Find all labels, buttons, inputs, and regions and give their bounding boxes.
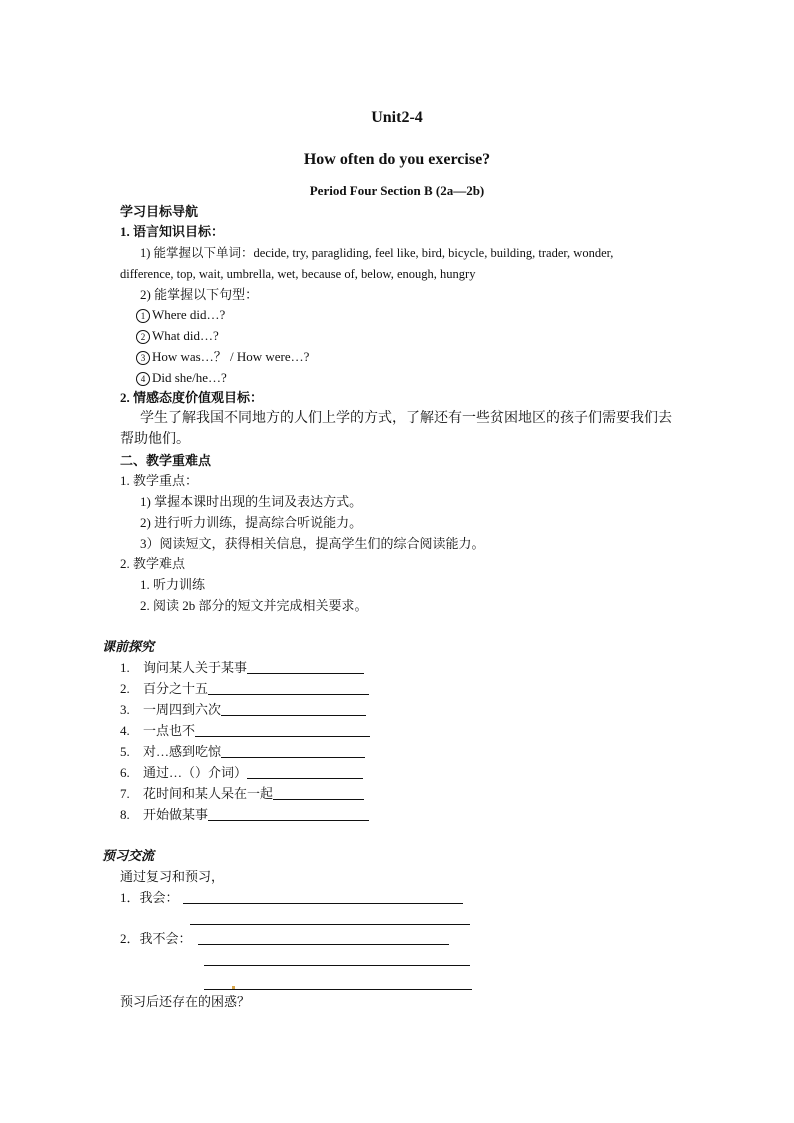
cannot-label: 2．我不会： (120, 931, 192, 946)
preclass-item: 4. 一点也不 (120, 723, 370, 739)
answer-blank[interactable] (221, 703, 366, 716)
answer-blank[interactable] (221, 745, 365, 758)
lesson-title: How often do you exercise? (303, 151, 491, 168)
answer-blank[interactable] (208, 682, 369, 695)
answer-blank[interactable] (273, 787, 364, 800)
words-line-2: difference, top, wait, umbrella, wet, because of, below, enough, hungry (120, 267, 476, 281)
attitude-heading: 2. 情感态度价值观目标： (120, 390, 264, 405)
can-answer-line[interactable] (183, 903, 463, 904)
circled-number: 1 (136, 309, 150, 323)
sentence-item: 1 Where did…? (136, 307, 225, 323)
sentence-item: 3 How was…？ / How were…? (136, 349, 309, 365)
goals-heading: 学习目标导航 (120, 204, 199, 219)
sentence-item: 4 Did she/he…? (136, 370, 227, 386)
cannot-answer-line[interactable] (204, 965, 470, 966)
preclass-item: 8. 开始做某事 (120, 807, 369, 823)
knowledge-heading: 1. 语言知识目标： (120, 224, 225, 239)
hard-item: 1. 听力训练 (140, 577, 206, 592)
answer-blank[interactable] (247, 661, 364, 674)
attitude-line-1: 学生了解我国不同地方的人们上学的方式，了解还有一些贫困地区的孩子们需要我们去 (140, 411, 672, 426)
preclass-item: 7. 花时间和某人呆在一起 (120, 786, 364, 802)
answer-blank[interactable] (247, 766, 363, 779)
remaining-question: 预习后还存在的困惑？ (120, 994, 251, 1009)
preclass-item: 6. 通过…（）介词） (120, 765, 363, 781)
preclass-item: 2. 百分之十五 (120, 681, 369, 697)
focus-item: 1) 掌握本课时出现的生词及表达方式。 (140, 494, 363, 509)
focus-item: 2) 进行听力训练，提高综合听说能力。 (140, 515, 363, 530)
unit-title: Unit2-4 (371, 109, 423, 126)
hard-item: 2. 阅读 2b 部分的短文并完成相关要求。 (140, 598, 368, 613)
period-subtitle: Period Four Section B (2a—2b) (309, 183, 485, 198)
preview-intro: 通过复习和预习， (120, 869, 225, 884)
difficulties-heading: 二、教学重难点 (120, 453, 212, 468)
cannot-answer-line[interactable] (198, 944, 449, 945)
preclass-item: 1. 询问某人关于某事 (120, 660, 364, 676)
preview-heading: 预习交流 (102, 848, 155, 863)
can-label: 1．我会： (120, 890, 179, 905)
preclass-heading: 课前探究 (102, 639, 155, 654)
circled-number: 2 (136, 330, 150, 344)
circled-number: 4 (136, 372, 150, 386)
attitude-line-2: 帮助他们。 (120, 432, 190, 447)
answer-blank[interactable] (195, 724, 370, 737)
answer-blank[interactable] (208, 808, 369, 821)
preclass-item: 5. 对…感到吃惊 (120, 744, 365, 760)
words-line-1: 1) 能掌握以下单词：decide, try, paragliding, feel like, bird, bicycle, building, trader, wonder, (140, 246, 614, 260)
preclass-item: 3. 一周四到六次 (120, 702, 366, 718)
sentences-heading: 2) 能掌握以下句型： (140, 287, 259, 302)
can-answer-line[interactable] (190, 924, 470, 925)
sentence-item: 2 What did…? (136, 328, 219, 344)
focus-heading: 1. 教学重点： (120, 473, 199, 488)
circled-number: 3 (136, 351, 150, 365)
stray-dot (232, 986, 235, 989)
focus-item: 3）阅读短文，获得相关信息，提高学生们的综合阅读能力。 (140, 536, 485, 551)
hard-heading: 2. 教学难点 (120, 556, 186, 571)
cannot-answer-line[interactable] (204, 989, 472, 990)
